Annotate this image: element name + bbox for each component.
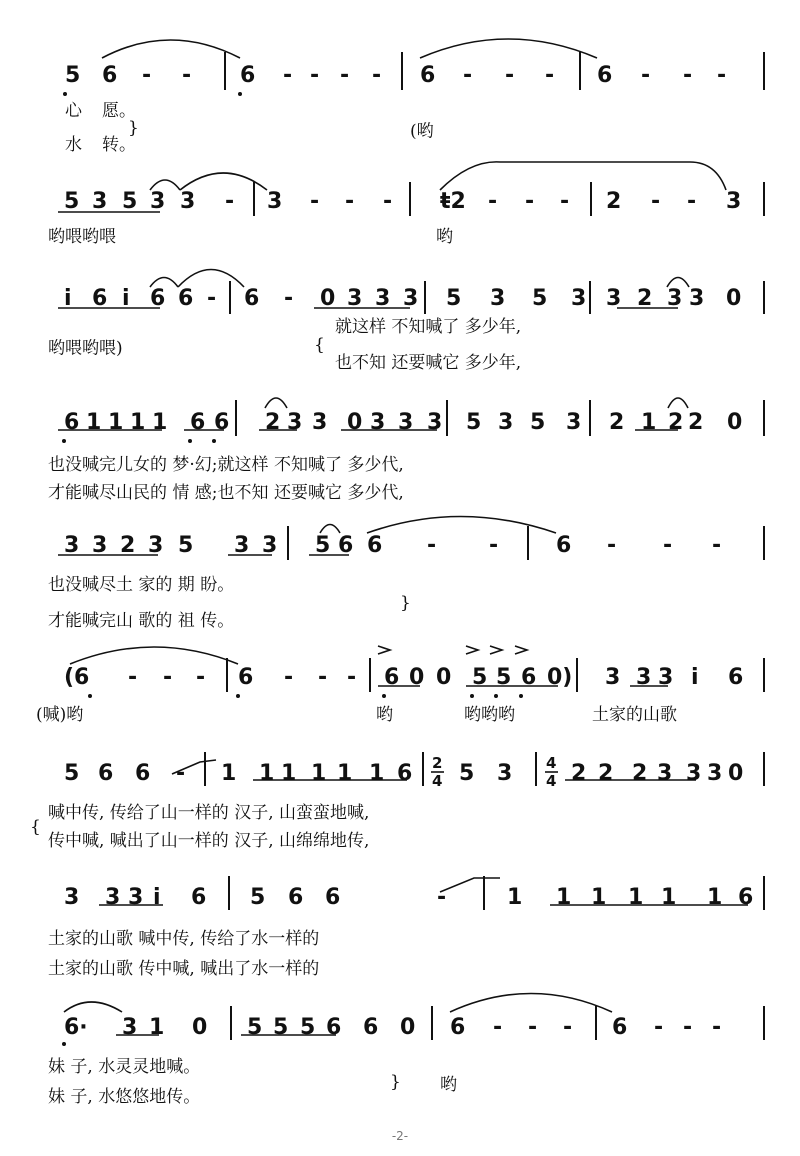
lyric-line: 妹 子, 水悠悠地传。 — [48, 1087, 201, 1107]
note-number: 2 — [637, 286, 653, 311]
note-number: 5 — [300, 1015, 316, 1040]
lyric-line: 传中喊, 喊出了山一样的 汉子, 山绵绵地传, — [48, 831, 370, 851]
note-number: 6 — [384, 665, 400, 690]
note-number: 6 — [238, 665, 254, 690]
note-number: - — [712, 533, 722, 558]
note-number: - — [207, 286, 217, 311]
note-number: - — [505, 63, 515, 88]
accent-mark — [515, 646, 527, 654]
note-number: 6 — [420, 63, 436, 88]
score-system — [48, 410, 742, 503]
note-number: 0 — [409, 665, 425, 690]
note-number: 3 — [490, 286, 506, 311]
note-number: 0 — [320, 286, 336, 311]
note-number: 1 — [221, 761, 237, 786]
lyric-line: 才能喊尽山民的 情 感;也不知 还要喊它 多少代, — [48, 483, 404, 503]
note-number: 3 — [398, 410, 414, 435]
note-number: 6 — [338, 533, 354, 558]
octave-dot — [519, 694, 523, 698]
note-number: 3 — [64, 885, 80, 910]
note-number: 2 — [632, 761, 648, 786]
note-number: 6 — [363, 1015, 379, 1040]
note-number: 3 — [657, 761, 673, 786]
lyric-line: 土家的山歌 — [592, 705, 677, 725]
time-signatures — [431, 754, 558, 790]
tie-arc — [320, 525, 340, 534]
note-number: - — [383, 189, 393, 214]
note-number: - — [347, 665, 357, 690]
note-number: - — [607, 533, 617, 558]
note-number: - — [687, 189, 697, 214]
note-number: 3 — [726, 189, 742, 214]
note-number: - — [310, 63, 320, 88]
note-number: 6 — [556, 533, 572, 558]
note-number: 1 — [86, 410, 102, 435]
note-number: 5 — [64, 761, 80, 786]
note-number: 5 — [64, 189, 80, 214]
note-number: 1 — [556, 885, 572, 910]
note-number: - — [654, 1015, 664, 1040]
note-number: 6 — [102, 63, 118, 88]
note-number: - — [528, 1015, 538, 1040]
lyric-line: 就这样 不知喊了 多少年, — [335, 317, 522, 337]
note-number: 6 — [450, 1015, 466, 1040]
note-number: 6 — [64, 410, 80, 435]
note-number: 6 — [397, 761, 413, 786]
note-number: - — [284, 286, 294, 311]
note-number: 3 — [287, 410, 303, 435]
note-number: 3 — [267, 189, 283, 214]
note-number: 6 — [98, 761, 114, 786]
note-number: 3 — [498, 410, 514, 435]
lyric-line: } — [400, 593, 411, 613]
note-number: - — [128, 665, 138, 690]
note-number: - — [489, 533, 499, 558]
lyric-line: } — [390, 1072, 401, 1092]
lyric-line: 才能喊完山 歌的 祖 传。 — [48, 611, 235, 631]
octave-dot — [238, 92, 242, 96]
note-number: 1 — [628, 885, 644, 910]
note-number: 3 — [427, 410, 443, 435]
note-number: - — [563, 1015, 573, 1040]
note-number: 3 — [262, 533, 278, 558]
note-number: - — [560, 189, 570, 214]
note-number: - — [488, 189, 498, 214]
note-number: 1 — [369, 761, 385, 786]
note-number: 2 — [668, 410, 684, 435]
note-number: - — [284, 665, 294, 690]
note-number: 1 — [281, 761, 297, 786]
note-number: 2 — [609, 410, 625, 435]
note-number: 5 — [466, 410, 482, 435]
note-number: - — [525, 189, 535, 214]
note-number: 0 — [726, 286, 742, 311]
note-number: i — [122, 286, 130, 311]
note-number: 5 — [247, 1015, 263, 1040]
note-number: 6 — [190, 410, 206, 435]
note-number: 0 — [347, 410, 363, 435]
tie-arc — [178, 270, 244, 288]
time-signature — [545, 754, 558, 790]
note-number: 1 — [591, 885, 607, 910]
note-number: - — [663, 533, 673, 558]
note-number: 1 — [259, 761, 275, 786]
note-number: 6 — [738, 885, 754, 910]
note-number: - — [493, 1015, 503, 1040]
note-number: 6· — [64, 1015, 88, 1040]
note-number: i — [153, 885, 161, 910]
lyric-line: 也不知 还要喊它 多少年, — [335, 353, 522, 373]
note-number: 3 — [636, 665, 652, 690]
octave-dot — [470, 694, 474, 698]
note-number: 3 — [347, 286, 363, 311]
lyric-line: 土家的山歌 传中喊, 喊出了水一样的 — [48, 959, 320, 979]
octave-dot — [88, 694, 92, 698]
note-number: - — [340, 63, 350, 88]
note-number: - — [437, 885, 447, 910]
note-number: 3 — [92, 533, 108, 558]
note-number: 3 — [497, 761, 513, 786]
note-number: 3 — [92, 189, 108, 214]
note-number: 5 — [530, 410, 546, 435]
note-number: 5 — [472, 665, 488, 690]
score-system — [48, 189, 741, 247]
lyric-line: { — [314, 335, 325, 355]
note-number: 3 — [312, 410, 328, 435]
note-number: 5 — [178, 533, 194, 558]
note-number: 1 — [507, 885, 523, 910]
note-number: - — [283, 63, 293, 88]
note-number: 6 — [612, 1015, 628, 1040]
lyric-line: 土家的山歌 喊中传, 传给了水一样的 — [48, 929, 320, 949]
lyric-line: 哟喂哟喂) — [48, 338, 123, 359]
score-system — [48, 885, 753, 979]
octave-dot — [236, 694, 240, 698]
note-number: 1 — [707, 885, 723, 910]
score-systems — [30, 63, 753, 1107]
score-system — [65, 63, 726, 155]
octave-dot — [382, 694, 386, 698]
note-number: 3 — [605, 665, 621, 690]
note-number: 6 — [728, 665, 744, 690]
score-system — [48, 286, 741, 373]
note-number: - — [427, 533, 437, 558]
tie-arc — [450, 994, 612, 1013]
note-number: 3 — [148, 533, 164, 558]
note-number: 3 — [234, 533, 250, 558]
note-number: 6 — [135, 761, 151, 786]
score-system — [48, 1015, 721, 1107]
note-number: 6 — [240, 63, 256, 88]
note-number: - — [712, 1015, 722, 1040]
octave-dot — [63, 92, 67, 96]
note-number: 2 — [598, 761, 614, 786]
note-number: - — [182, 63, 192, 88]
tie-arc — [668, 398, 688, 408]
note-number: 6 — [92, 286, 108, 311]
note-number: 5 — [250, 885, 266, 910]
glide-mark — [440, 878, 500, 892]
note-number: - — [641, 63, 651, 88]
note-number: 0 — [192, 1015, 208, 1040]
score-system — [36, 665, 743, 725]
octave-dot — [188, 439, 192, 443]
note-number: 3 — [150, 189, 166, 214]
note-number: - — [651, 189, 661, 214]
tie-arc — [420, 39, 597, 58]
note-number: - — [372, 63, 382, 88]
lyric-line: 哟 — [376, 705, 393, 725]
lyric-line: 也没喊尽土 家的 期 盼。 — [48, 575, 235, 595]
note-number: 5 — [122, 189, 138, 214]
note-number: i — [64, 286, 72, 311]
note-number: - — [463, 63, 473, 88]
note-number: (6 — [64, 665, 90, 690]
note-number: 1 — [149, 1015, 165, 1040]
note-number: 6 — [214, 410, 230, 435]
note-number: 6 — [178, 286, 194, 311]
time-signature-bottom: 4 — [432, 772, 443, 790]
note-number: ŧ2 — [440, 189, 466, 214]
note-number: 5 — [65, 63, 81, 88]
note-number: 3 — [686, 761, 702, 786]
accent-mark — [490, 646, 502, 654]
time-signature — [431, 754, 444, 790]
note-number: 6 — [521, 665, 537, 690]
note-number: - — [683, 1015, 693, 1040]
note-number: - — [683, 63, 693, 88]
note-number: 6 — [288, 885, 304, 910]
note-number: 0 — [727, 410, 743, 435]
note-number: 6 — [325, 885, 341, 910]
time-signature-top: 2 — [432, 754, 443, 772]
note-number: 5 — [459, 761, 475, 786]
lyric-line: 哟 — [440, 1075, 457, 1095]
octave-dot — [494, 694, 498, 698]
octave-dot — [212, 439, 216, 443]
note-number: 3 — [707, 761, 723, 786]
lyric-line: 哟 — [436, 227, 453, 247]
note-number: 3 — [403, 286, 419, 311]
note-number: 6 — [326, 1015, 342, 1040]
lyric-line: 妹 子, 水灵灵地喊。 — [48, 1057, 201, 1077]
tie-arc — [265, 398, 287, 408]
note-number: - — [310, 189, 320, 214]
lyric-line: 也没喊完儿女的 梦·幻;就这样 不知喊了 多少代, — [48, 455, 404, 475]
lyric-line: 愿。 — [102, 101, 136, 121]
note-number: 0) — [547, 665, 573, 690]
note-number: 3 — [571, 286, 587, 311]
note-number: 3 — [128, 885, 144, 910]
note-number: 2 — [606, 189, 622, 214]
note-number: - — [142, 63, 152, 88]
note-number: 5 — [273, 1015, 289, 1040]
note-number: 0 — [728, 761, 744, 786]
note-number: 3 — [667, 286, 683, 311]
tie-arc — [70, 647, 238, 664]
lyric-line: 哟喂哟喂 — [48, 227, 116, 247]
note-number: 1 — [108, 410, 124, 435]
time-signature-bottom: 4 — [546, 772, 557, 790]
time-signature-top: 4 — [546, 754, 557, 772]
note-number: 6 — [244, 286, 260, 311]
note-number: - — [163, 665, 173, 690]
note-number: 5 — [315, 533, 331, 558]
note-number: - — [225, 189, 235, 214]
lyric-line: 心 — [65, 101, 82, 121]
page-number: -2- — [391, 1129, 409, 1143]
note-number: 3 — [180, 189, 196, 214]
note-number: 3 — [105, 885, 121, 910]
note-number: 1 — [311, 761, 327, 786]
note-number: i — [691, 665, 699, 690]
note-number: - — [318, 665, 328, 690]
lyric-line: (哟 — [410, 121, 434, 142]
note-number: 3 — [689, 286, 705, 311]
note-number: 3 — [375, 286, 391, 311]
accent-mark — [466, 646, 478, 654]
accent-mark — [378, 646, 390, 654]
lyric-line: (喊)哟 — [36, 705, 84, 725]
note-number: 2 — [120, 533, 136, 558]
note-number: 5 — [496, 665, 512, 690]
note-number: 0 — [436, 665, 452, 690]
note-number: 1 — [337, 761, 353, 786]
note-number: 3 — [64, 533, 80, 558]
octave-dot — [62, 439, 66, 443]
lyric-line: 转。 — [102, 135, 136, 155]
note-number: - — [717, 63, 727, 88]
lyric-line: 水 — [65, 135, 82, 155]
note-number: 3 — [606, 286, 622, 311]
octave-dot — [62, 1042, 66, 1046]
note-number: 5 — [532, 286, 548, 311]
note-number: - — [196, 665, 206, 690]
note-number: 1 — [130, 410, 146, 435]
note-number: 3 — [122, 1015, 138, 1040]
score-system — [48, 533, 721, 631]
note-number: 3 — [566, 410, 582, 435]
lyric-line: { — [30, 817, 41, 837]
note-number: - — [545, 63, 555, 88]
note-number: 2 — [688, 410, 704, 435]
tie-arc — [102, 40, 240, 58]
note-number: 2 — [265, 410, 281, 435]
note-number: 1 — [641, 410, 657, 435]
note-number: 6 — [367, 533, 383, 558]
note-number: - — [345, 189, 355, 214]
note-number: 6 — [191, 885, 207, 910]
tie-arc — [440, 162, 726, 190]
note-number: 1 — [661, 885, 677, 910]
score-system — [30, 761, 743, 851]
note-number: 3 — [370, 410, 386, 435]
note-number: 0 — [400, 1015, 416, 1040]
note-number: 2 — [571, 761, 587, 786]
tie-arc — [64, 1002, 122, 1012]
note-number: 1 — [152, 410, 168, 435]
lyric-line: 喊中传, 传给了山一样的 汉子, 山蛮蛮地喊, — [48, 803, 370, 823]
note-number: 6 — [150, 286, 166, 311]
lyric-line: 哟哟哟 — [464, 705, 515, 725]
note-number: 5 — [446, 286, 462, 311]
note-number: 3 — [658, 665, 674, 690]
lyric-line: } — [128, 118, 139, 138]
note-number: 6 — [597, 63, 613, 88]
note-number: - — [176, 761, 186, 786]
